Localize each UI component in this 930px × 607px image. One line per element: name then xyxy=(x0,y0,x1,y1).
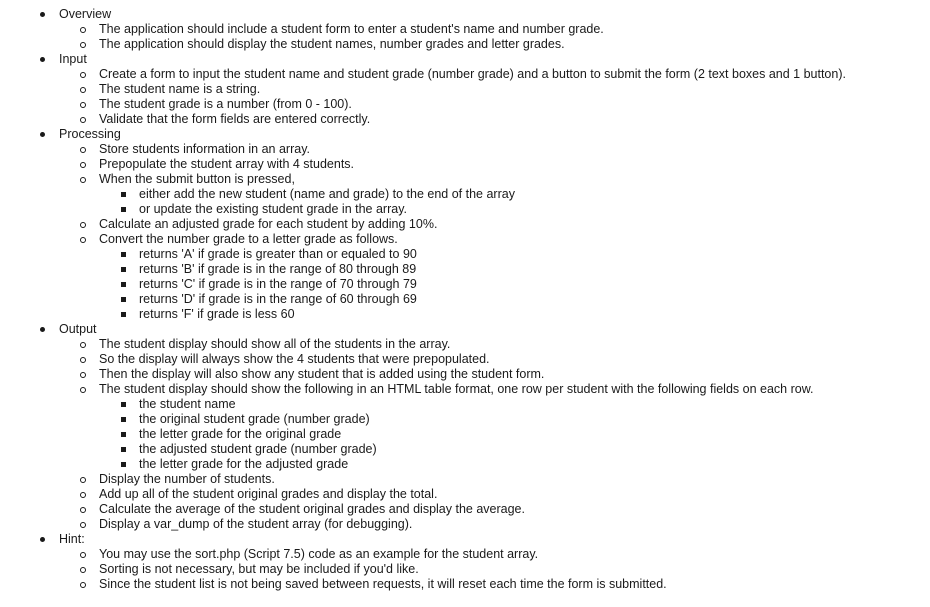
sub-item: the letter grade for the adjusted grade xyxy=(0,457,930,472)
requirement-text: The application should include a student form to enter a student's name and number grade. xyxy=(99,22,604,36)
sub-items xyxy=(99,397,930,472)
requirement-item xyxy=(0,67,930,82)
requirement-item xyxy=(0,577,930,592)
section-title: Input xyxy=(59,52,87,66)
requirement-text: So the display will always show the 4 students that were prepopulated. xyxy=(99,352,490,366)
requirement-item xyxy=(0,472,930,487)
section-title: Overview xyxy=(59,7,112,21)
section-overview xyxy=(0,7,930,52)
requirement-item xyxy=(0,157,930,172)
requirement-text: Sorting is not necessary, but may be included if you'd like. xyxy=(99,562,419,576)
requirement-text: Display the number of students. xyxy=(99,472,275,486)
sub-item: the original student grade (number grade) xyxy=(0,412,930,427)
section-input xyxy=(0,52,930,127)
requirement-text: Then the display will also show any student that is added using the student form. xyxy=(99,367,545,381)
section-processing xyxy=(0,127,930,322)
requirement-text: The student display should show all of the students in the array. xyxy=(99,337,451,351)
requirement-text: Create a form to input the student name and student grade (number grade) and a button to submit the form (2 text boxes and 1 button). xyxy=(99,67,846,81)
requirement-item xyxy=(0,502,930,517)
requirement-item xyxy=(0,232,930,322)
requirement-item xyxy=(0,337,930,352)
requirement-text: Convert the number grade to a letter grade as follows. xyxy=(99,232,398,246)
sub-item: returns 'F' if grade is less 60 xyxy=(0,307,930,322)
section-title: Hint: xyxy=(59,532,85,546)
section-items xyxy=(59,337,930,532)
section-items xyxy=(59,142,930,322)
sub-item: the student name xyxy=(0,397,930,412)
requirement-text: The student name is a string. xyxy=(99,82,261,96)
requirement-item xyxy=(0,22,930,37)
sub-item: either add the new student (name and grade) to the end of the array xyxy=(0,187,930,202)
sub-items xyxy=(99,187,930,217)
section-output xyxy=(0,322,930,532)
requirement-item xyxy=(0,172,930,217)
requirement-text: Add up all of the student original grades and display the total. xyxy=(99,487,438,501)
section-items xyxy=(59,547,930,592)
sub-item: returns 'D' if grade is in the range of 60 through 69 xyxy=(0,292,930,307)
requirement-text: Calculate an adjusted grade for each student by adding 10%. xyxy=(99,217,438,231)
sub-item: the letter grade for the original grade xyxy=(0,427,930,442)
sub-items xyxy=(99,247,930,322)
requirement-text: Store students information in an array. xyxy=(99,142,310,156)
sub-item: or update the existing student grade in the array. xyxy=(0,202,930,217)
requirement-item xyxy=(0,517,930,532)
section-title: Output xyxy=(59,322,97,336)
sub-item: returns 'C' if grade is in the range of 70 through 79 xyxy=(0,277,930,292)
requirement-item xyxy=(0,562,930,577)
requirement-text: Since the student list is not being saved between requests, it will reset each time the form is submitted. xyxy=(99,577,667,591)
section-items xyxy=(59,22,930,52)
requirement-item xyxy=(0,367,930,382)
requirement-item xyxy=(0,487,930,502)
requirement-text: The student display should show the following in an HTML table format, one row per student with the following fields on each row. xyxy=(99,382,814,396)
requirement-item xyxy=(0,217,930,232)
requirement-text: Calculate the average of the student original grades and display the average. xyxy=(99,502,525,516)
section-title: Processing xyxy=(59,127,121,141)
section-items xyxy=(59,67,930,127)
requirement-item xyxy=(0,352,930,367)
requirement-item xyxy=(0,547,930,562)
requirement-text: Validate that the form fields are entered correctly. xyxy=(99,112,371,126)
requirement-text: The application should display the student names, number grades and letter grades. xyxy=(99,37,565,51)
requirement-text: Display a var_dump of the student array (for debugging). xyxy=(99,517,413,531)
sub-item: returns 'B' if grade is in the range of 80 through 89 xyxy=(0,262,930,277)
sub-item: returns 'A' if grade is greater than or equaled to 90 xyxy=(0,247,930,262)
requirement-item xyxy=(0,97,930,112)
requirement-text: The student grade is a number (from 0 - 100). xyxy=(99,97,352,111)
requirement-text: You may use the sort.php (Script 7.5) code as an example for the student array. xyxy=(99,547,539,561)
requirements-outline xyxy=(0,7,930,592)
section-hint xyxy=(0,532,930,592)
requirement-text: Prepopulate the student array with 4 students. xyxy=(99,157,355,171)
requirement-item xyxy=(0,112,930,127)
requirement-item xyxy=(0,142,930,157)
requirement-item xyxy=(0,382,930,472)
requirement-item xyxy=(0,37,930,52)
sub-item: the adjusted student grade (number grade) xyxy=(0,442,930,457)
requirement-item xyxy=(0,82,930,97)
requirement-text: When the submit button is pressed, xyxy=(99,172,295,186)
